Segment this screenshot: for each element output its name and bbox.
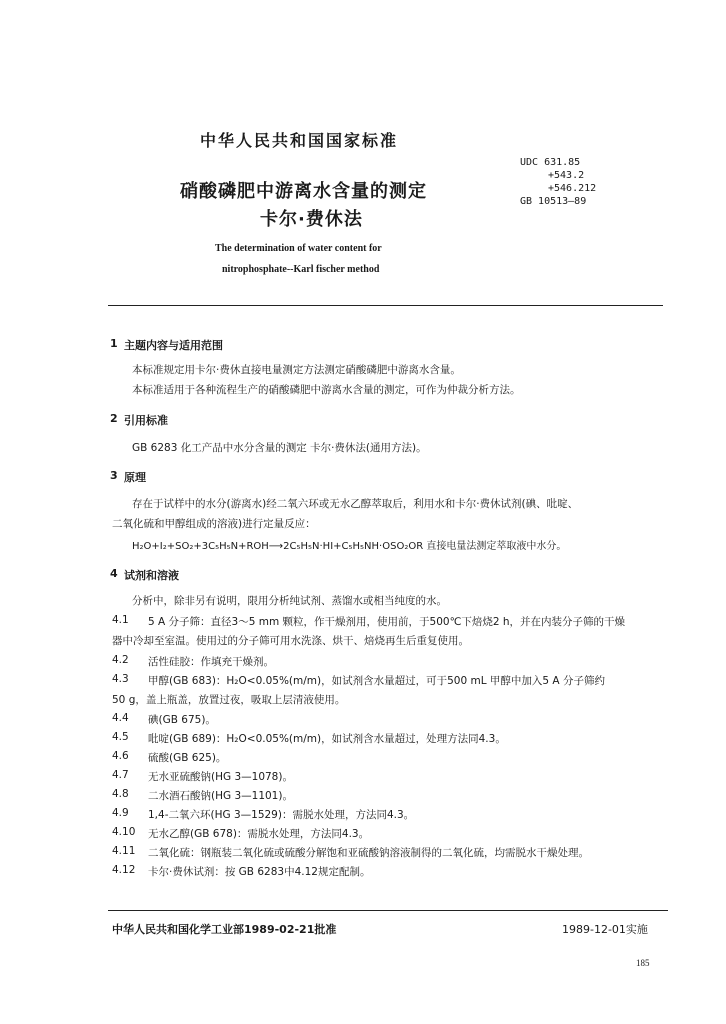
section-3-para-1: 存在于试样中的水分(游离水)经二氧六环或无水乙醇萃取后，利用水和卡尔·费休试剂(碘、吡啶、	[132, 498, 579, 510]
udc-line-2: +543.2	[548, 170, 585, 181]
gb-number: GB 10513—89	[520, 196, 587, 207]
item-number: 4.11	[112, 845, 136, 857]
item-text: 二水酒石酸钠(HG 3—1101)。	[148, 790, 293, 802]
item-text: 二氧化硫：钢瓶装二氧化硫或硫酸分解饱和亚硫酸钠溶液制得的二氧化硫，均需脱水干燥处理。	[148, 847, 589, 859]
item-number: 4.4	[112, 712, 129, 724]
approval-line: 中华人民共和国化学工业部1989-02-21批准	[112, 923, 337, 936]
item-text: 5 A 分子筛：直径3～5 mm 颗粒，作干燥剂用，使用前，于500℃下焙烧2 h，并在内装分子筛的干燥	[148, 616, 626, 628]
header-divider	[108, 305, 663, 306]
english-title-line2: nitrophosphate--Karl fischer method	[222, 264, 380, 275]
section-2-title: 引用标准	[124, 414, 168, 427]
item-text: 碘(GB 675)。	[148, 714, 216, 726]
item-number: 4.2	[112, 654, 129, 666]
document-title: 硝酸磷肥中游离水含量的测定	[180, 181, 427, 202]
section-1-title: 主题内容与适用范围	[124, 339, 223, 352]
item-text: 无水乙醇(GB 678)：需脱水处理，方法同4.3。	[148, 828, 370, 840]
item-text: 卡尔·费休试剂：按 GB 6283中4.12规定配制。	[148, 866, 371, 878]
item-number: 4.6	[112, 750, 129, 762]
item-text: 1,4-二氧六环(HG 3—1529)：需脱水处理，方法同4.3。	[148, 809, 415, 821]
item-number: 4.1	[112, 614, 129, 626]
standard-title: 中华人民共和国国家标准	[200, 131, 399, 150]
item-text: 硫酸(GB 625)。	[148, 752, 227, 764]
section-4-intro: 分析中，除非另有说明，限用分析纯试剂、蒸馏水或相当纯度的水。	[132, 595, 447, 607]
item-text: 吡啶(GB 689)：H₂O<0.05%(m/m)，如试剂含水量超过，处理方法同4.3。	[148, 733, 506, 745]
item-text-continuation: 50 g，盖上瓶盖，放置过夜，吸取上层清液使用。	[112, 694, 346, 706]
section-4-title: 试剂和溶液	[124, 569, 179, 582]
section-3-para-2: 二氧化硫和甲醇组成的溶液)进行定量反应：	[112, 518, 316, 530]
udc-line-3: +546.212	[548, 183, 597, 194]
item-number: 4.5	[112, 731, 129, 743]
item-text: 活性硅胶：作填充干燥剂。	[148, 656, 274, 668]
page-number: 185	[636, 958, 650, 968]
section-2-para-1: GB 6283 化工产品中水分含量的测定 卡尔·费休法(通用方法)。	[132, 442, 427, 454]
section-1-number: 1	[110, 337, 118, 350]
section-2-number: 2	[110, 412, 118, 425]
section-3-equation: H₂O+I₂+SO₂+3C₅H₅N+ROH⟶2C₅H₅N·HI+C₅H₅NH·OSO₂OR 直接电量法测定萃取液中水分。	[132, 541, 567, 552]
effective-date: 1989-12-01实施	[562, 923, 648, 936]
section-3-title: 原理	[124, 471, 146, 484]
item-text: 无水亚硫酸钠(HG 3—1078)。	[148, 771, 293, 783]
section-3-number: 3	[110, 469, 118, 482]
document-subtitle: 卡尔·费休法	[260, 209, 363, 230]
footer-divider	[108, 910, 668, 911]
item-number: 4.7	[112, 769, 129, 781]
section-4-number: 4	[110, 567, 118, 580]
item-number: 4.10	[112, 826, 136, 838]
english-title-line1: The determination of water content for	[215, 243, 382, 254]
item-number: 4.3	[112, 673, 129, 685]
section-1-para-1: 本标准规定用卡尔·费休直接电量测定方法测定硝酸磷肥中游离水含量。	[132, 364, 461, 376]
item-number: 4.8	[112, 788, 129, 800]
item-number: 4.12	[112, 864, 136, 876]
item-text-continuation: 器中冷却至室温。使用过的分子筛可用水洗涤、烘干、焙烧再生后重复使用。	[112, 635, 469, 647]
section-1-para-2: 本标准适用于各种流程生产的硝酸磷肥中游离水含量的测定，可作为仲裁分析方法。	[132, 384, 521, 396]
item-text: 甲醇(GB 683)：H₂O<0.05%(m/m)，如试剂含水量超过，可于500 mL 甲醇中加入5 A 分子筛约	[148, 675, 605, 687]
udc-line-1: UDC 631.85	[520, 157, 581, 168]
item-number: 4.9	[112, 807, 129, 819]
